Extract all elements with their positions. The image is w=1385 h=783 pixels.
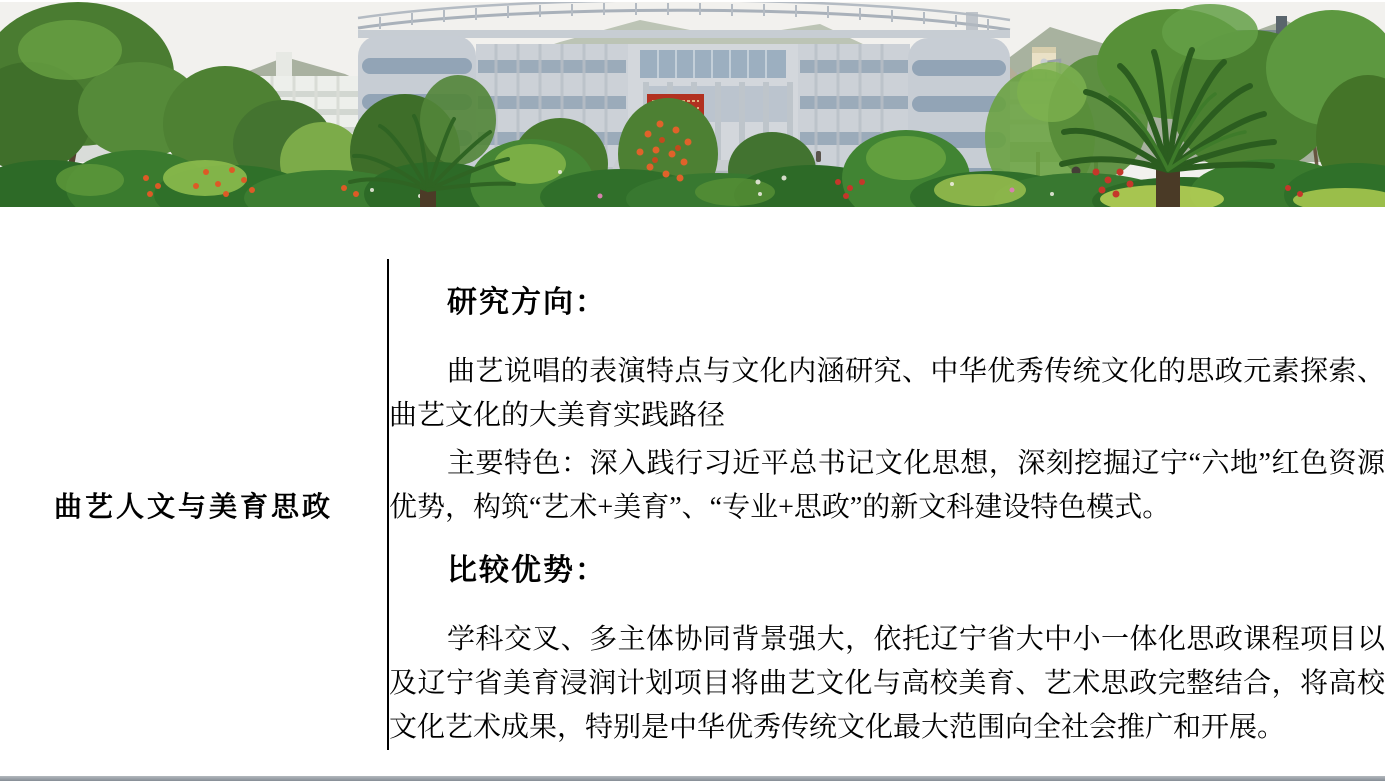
comparative-advantage-paragraph: 学科交叉、多主体协同背景强大，依托辽宁省大中小一体化思政课程项目以及辽宁省美育浸润计划项目将曲艺文化与高校美育、艺术思政完整结合，将高校文化艺术成果，特别是中华优秀传统文化最大范围向全社会推广和开展。 xyxy=(389,624,1385,743)
row-title-cell xyxy=(0,259,389,750)
research-table-row xyxy=(0,259,1385,750)
section-heading-comparative-advantage: 比较优势： xyxy=(447,554,607,587)
bottom-divider xyxy=(0,776,1385,781)
section-heading-research-direction: 研究方向： xyxy=(447,286,607,319)
campus-photo xyxy=(0,2,1385,207)
row-title: 曲艺人文与美育思政 xyxy=(53,491,333,523)
row-content-cell xyxy=(389,259,1385,750)
research-direction-paragraph-1: 曲艺说唱的表演特点与文化内涵研究、中华优秀传统文化的思政元素探索、曲艺文化的大美育实践路径 xyxy=(389,356,1385,431)
campus-photo-illustration xyxy=(0,2,1385,207)
research-direction-paragraph-2: 主要特色：深入践行习近平总书记文化思想，深刻挖掘辽宁“六地”红色资源优势，构筑“艺术+美育”、“专业+思政”的新文科建设特色模式。 xyxy=(389,448,1385,523)
